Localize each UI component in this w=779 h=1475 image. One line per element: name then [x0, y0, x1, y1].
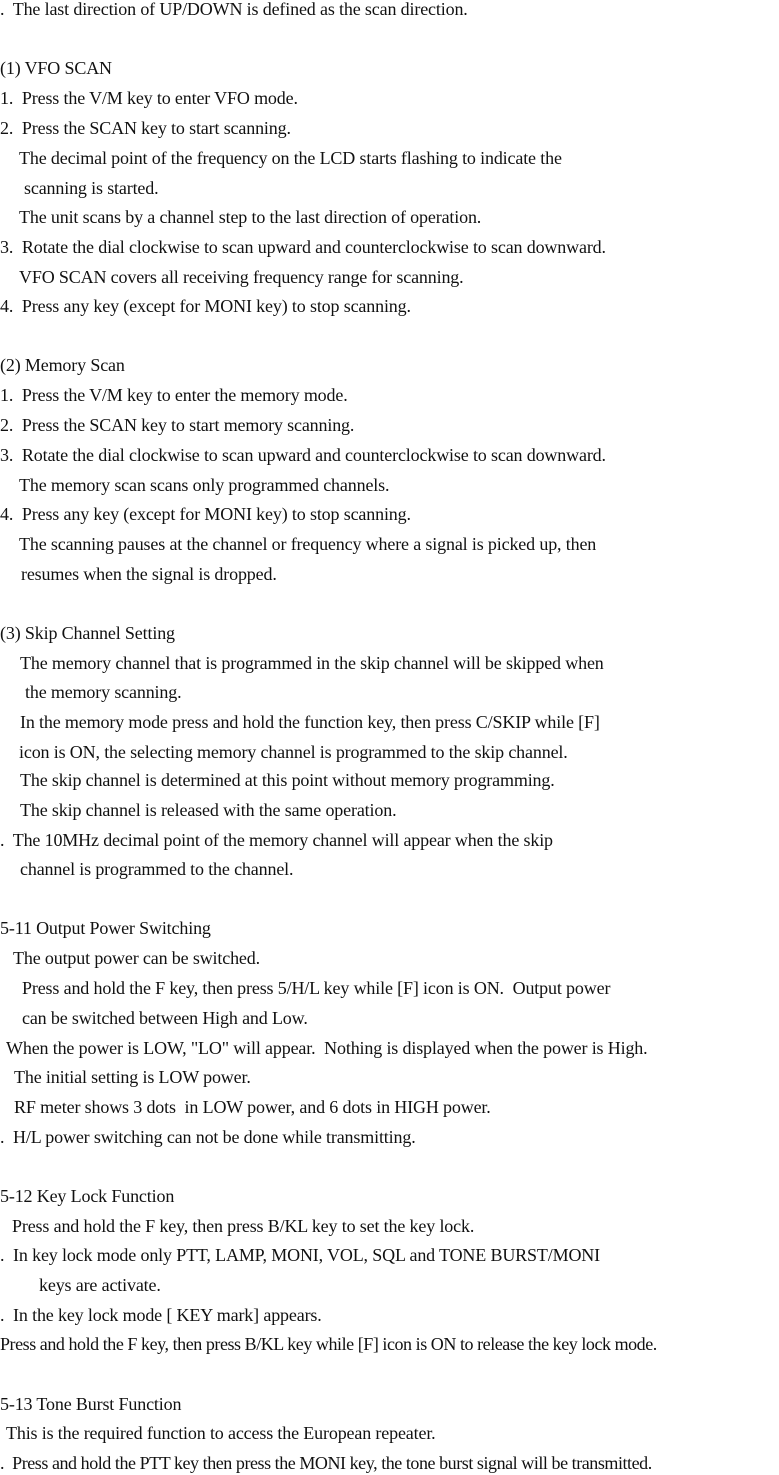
key-lock-line-2: . In key lock mode only PTT, LAMP, MONI, VOL, SQL and TONE BURST/MONI [0, 1245, 600, 1265]
power-line-4: When the power is LOW, "LO" will appear. Nothing is displayed when the power is High. [6, 1038, 648, 1058]
power-line-6: RF meter shows 3 dots in LOW power, and 6 dots in HIGH power. [14, 1097, 491, 1117]
output-power-heading: 5-11 Output Power Switching [0, 918, 211, 938]
skip-line-2: the memory scanning. [25, 682, 182, 702]
vfo-step-2: 2. Press the SCAN key to start scanning. [0, 118, 291, 138]
tone-burst-heading: 5-13 Tone Burst Function [0, 1394, 182, 1414]
memory-scan-heading: (2) Memory Scan [0, 355, 125, 375]
skip-line-8: channel is programmed to the channel. [20, 859, 294, 879]
skip-line-5: The skip channel is determined at this point without memory programming. [20, 770, 555, 790]
memory-note-programmed: The memory scan scans only programmed channels. [19, 475, 390, 495]
key-lock-line-3: keys are activate. [39, 1275, 161, 1295]
memory-step-1: 1. Press the V/M key to enter the memory mode. [0, 385, 348, 405]
memory-step-3: 3. Rotate the dial clockwise to scan upward and counterclockwise to scan downward. [0, 445, 606, 465]
power-line-3: can be switched between High and Low. [22, 1008, 308, 1028]
power-line-5: The initial setting is LOW power. [14, 1067, 251, 1087]
key-lock-line-1: Press and hold the F key, then press B/KL key to set the key lock. [12, 1216, 475, 1236]
tone-burst-line-2: . Press and hold the PTT key then press the MONI key, the tone burst signal will be transmitted. [0, 1453, 652, 1473]
vfo-note-channel-step: The unit scans by a channel step to the last direction of operation. [19, 207, 482, 227]
skip-channel-heading: (3) Skip Channel Setting [0, 623, 175, 643]
memory-note-pause-cont: resumes when the signal is dropped. [21, 564, 277, 584]
memory-note-pause: The scanning pauses at the channel or frequency where a signal is picked up, then [19, 534, 597, 554]
scan-direction-note: . The last direction of UP/DOWN is defined as the scan direction. [0, 0, 468, 19]
memory-step-2: 2. Press the SCAN key to start memory scanning. [0, 415, 355, 435]
skip-line-6: The skip channel is released with the same operation. [20, 800, 397, 820]
key-lock-line-5: Press and hold the F key, then press B/KL key while [F] icon is ON to release the key lock mode. [0, 1334, 657, 1354]
vfo-scan-heading: (1) VFO SCAN [0, 58, 112, 78]
key-lock-line-4: . In the key lock mode [ KEY mark] appears. [0, 1305, 322, 1325]
skip-line-4: icon is ON, the selecting memory channel is programmed to the skip channel. [19, 742, 568, 762]
vfo-note-range: VFO SCAN covers all receiving frequency range for scanning. [19, 267, 464, 287]
vfo-note-flashing-cont: scanning is started. [24, 178, 159, 198]
tone-burst-line-1: This is the required function to access the European repeater. [6, 1423, 436, 1443]
memory-step-4: 4. Press any key (except for MONI key) to stop scanning. [0, 504, 411, 524]
power-line-7: . H/L power switching can not be done while transmitting. [0, 1127, 416, 1147]
skip-line-3: In the memory mode press and hold the function key, then press C/SKIP while [F] [20, 712, 600, 732]
vfo-note-flashing: The decimal point of the frequency on the LCD starts flashing to indicate the [19, 148, 562, 168]
power-line-2: Press and hold the F key, then press 5/H/L key while [F] icon is ON. Output power [22, 978, 611, 998]
skip-line-7: . The 10MHz decimal point of the memory channel will appear when the skip [0, 830, 553, 850]
key-lock-heading: 5-12 Key Lock Function [0, 1186, 175, 1206]
vfo-step-4: 4. Press any key (except for MONI key) to stop scanning. [0, 296, 411, 316]
power-line-1: The output power can be switched. [13, 948, 260, 968]
vfo-step-3: 3. Rotate the dial clockwise to scan upward and counterclockwise to scan downward. [0, 237, 606, 257]
vfo-step-1: 1. Press the V/M key to enter VFO mode. [0, 88, 298, 108]
skip-line-1: The memory channel that is programmed in the skip channel will be skipped when [20, 653, 604, 673]
